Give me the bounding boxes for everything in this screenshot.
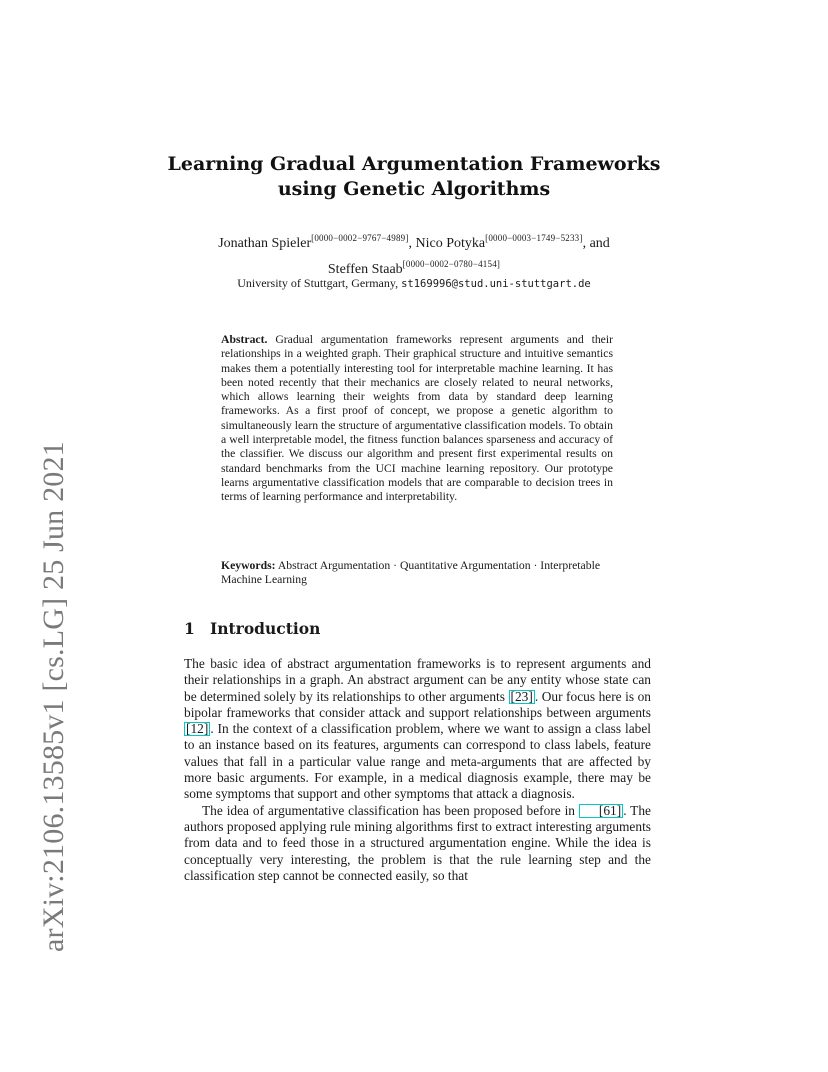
author-orcid: [0000−0003−1749−5233] <box>485 233 583 243</box>
author-orcid: [0000−0002−9767−4989] <box>311 233 409 243</box>
introduction-body <box>184 656 651 884</box>
abstract-text: Gradual argumentation frameworks represent arguments and their relationships in a weighted graph. Their graphical structure and intuitive semantics makes them a potentially interesting tool for interpretable machine learning. It has been noted recently that their mechanics are closely related to neural networks, which allows learning their weights from data by standard deep learning frameworks. As a first proof of concept, we propose a genetic algorithm to simultaneously learn the structure of argumentative classification models. To obtain a well interpretable model, the fitness function balances sparseness and accuracy of the classifier. We discuss our algorithm and present first experimental results on standard benchmarks from the UCI machine learning repository. Our prototype learns argumentative classification models that are comparable to decision trees in terms of learning performance and interpretability. <box>221 333 613 504</box>
paragraph-text: . Our focus here is on bipolar frameworks that consider attack and support relationships between arguments <box>184 688 651 720</box>
paragraph <box>184 656 651 803</box>
author-name: Jonathan Spieler <box>218 236 312 251</box>
author-orcid: [0000−0002−0780−4154] <box>402 259 501 269</box>
author-list <box>170 228 658 280</box>
affiliation <box>150 275 678 292</box>
paragraph-text: The basic idea of abstract argumentation frameworks is to represent arguments and their relationships in a graph. An abstract argument can be any entity whose state can be determined solely by its relationships to other arguments <box>184 656 651 704</box>
paper-title-line-1: Learning Gradual Argumentation Frameworks <box>167 153 661 175</box>
affiliation-text: University of Stuttgart, Germany, <box>237 276 399 290</box>
section-number: 1 <box>184 619 195 638</box>
paper-title-line-2: using Genetic Algorithms <box>277 178 551 200</box>
paragraph-text: The idea of argumentative classification has been proposed before in <box>202 802 579 818</box>
author-separator: , <box>408 236 416 251</box>
section-heading-introduction <box>184 619 320 639</box>
citation-link[interactable]: [12] <box>186 721 209 737</box>
citation-link[interactable]: [23] <box>510 688 533 704</box>
paragraph-text: . The authors proposed applying rule mining algorithms first to extract interesting arguments from data and to feed those in a structured argumentation engine. While the idea is conceptually very interesting, the problem is that the rule learning step and the classification step cannot be connected easily, so that <box>184 802 651 883</box>
abstract-label: Abstract. <box>221 333 268 346</box>
author-line-1 <box>170 228 658 254</box>
author-name: Steffen Staab <box>327 262 403 277</box>
author-separator: , and <box>582 236 610 251</box>
author-name: Nico Potyka <box>415 236 486 251</box>
author-email[interactable]: st169996@stud.uni-stuttgart.de <box>401 278 591 290</box>
paragraph <box>184 803 651 884</box>
arxiv-identifier-stamp: arXiv:2106.13585v1 [cs.LG] 25 Jun 2021 <box>37 441 70 952</box>
keywords-text: Abstract Argumentation · Quantitative Argumentation · Interpretable Machine Learning <box>221 559 601 587</box>
paper-title <box>150 152 678 202</box>
citation-link[interactable]: [61] <box>579 804 623 818</box>
arxiv-sidebar <box>18 292 70 952</box>
abstract <box>221 333 613 505</box>
keywords-label: Keywords: <box>221 559 276 572</box>
keywords <box>221 559 613 588</box>
paragraph-text: . In the context of a classification problem, where we want to assign a class label to an instance based on its features, arguments can correspond to class labels, feature values that fall in a particular value range and meta-arguments that are affected by more basic arguments. For example, in a medical diagnosis example, there may be some symptoms that support and other symptoms that attack a diagnosis. <box>184 721 651 802</box>
section-title: Introduction <box>210 619 321 638</box>
